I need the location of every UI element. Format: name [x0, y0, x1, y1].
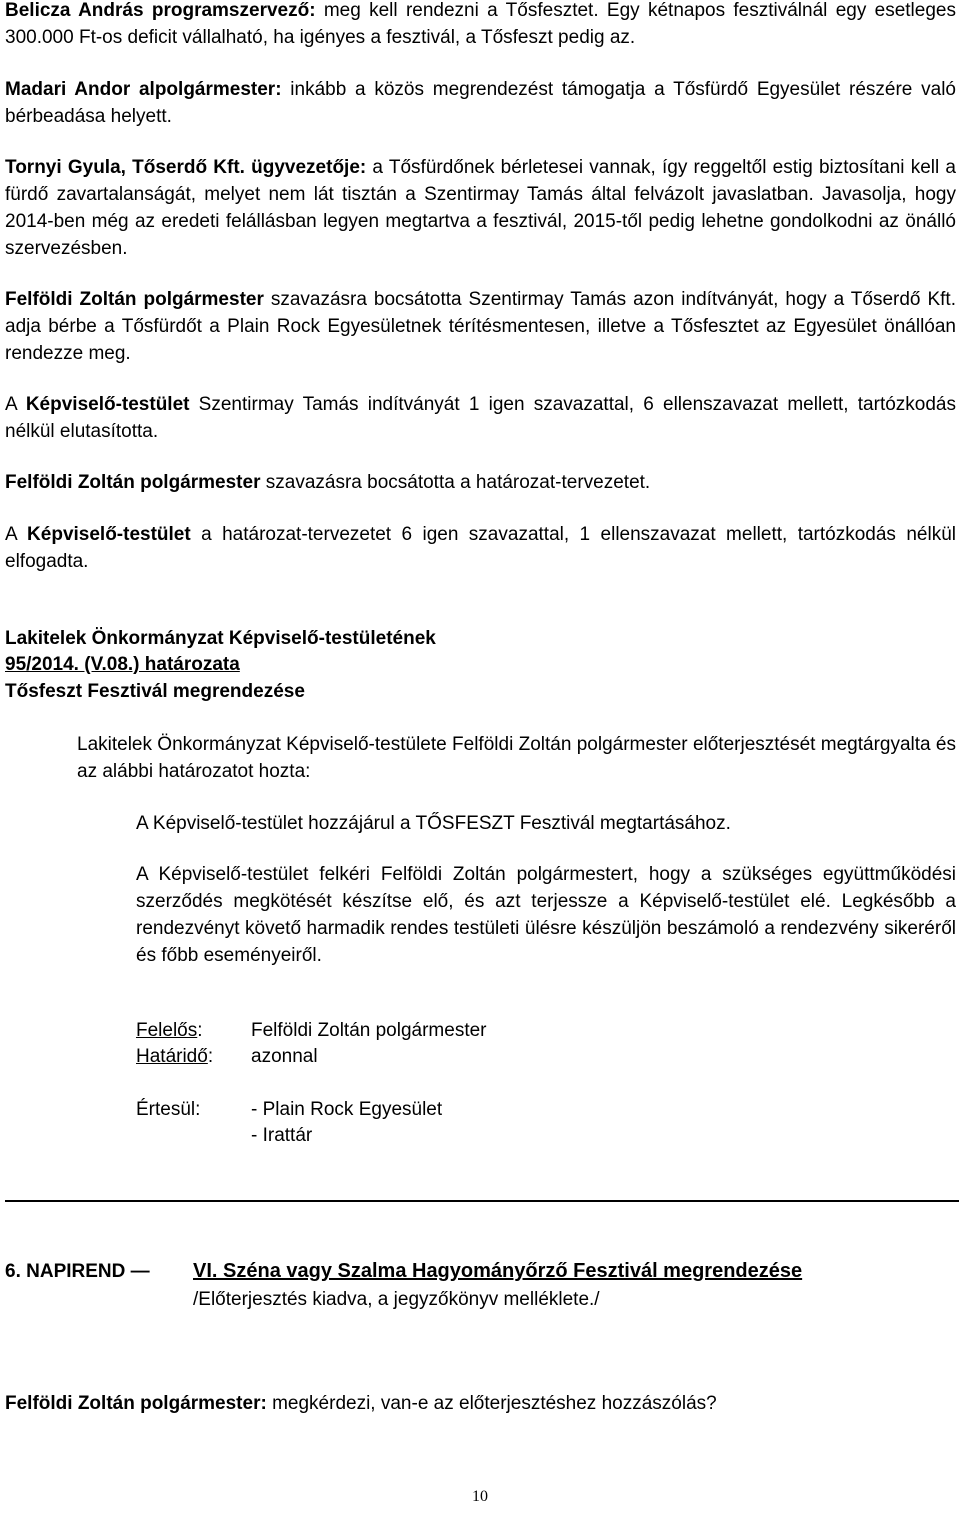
resolution-number: 95/2014. (V.08.) határozata — [5, 654, 240, 675]
paragraph-vote-motion — [5, 286, 956, 367]
paragraph-tornyi — [5, 154, 956, 262]
page-number: 10 — [472, 1488, 488, 1505]
paragraph-text: megkérdezi, van-e az előterjesztéshez hozzászólás? — [266, 1393, 717, 1414]
speaker-name: Madari Andor alpolgármester: — [5, 79, 282, 100]
paragraph-text: meg kell rendezni a Tősfesztet. Egy kétnapos fesztiválnál egy esetleges 300.000 Ft-os deficit vállalható, ha igényes a fesztivál, a Tősfeszt pedig az. — [5, 0, 956, 48]
deadline-value: azonnal — [251, 1046, 318, 1067]
notify-item: - Irattár — [251, 1125, 313, 1146]
paragraph-text: szavazásra bocsátotta Szentirmay Tamás azon indítványát, hogy a Tőserdő Kft. adja bérbe a Tősfürdőt a Plain Rock Egyesületnek térítésmentesen, illetve a Tősfesztet az Egyesület önállóan rendezze meg. — [5, 289, 956, 364]
responsible-label: Felelős: — [136, 1020, 203, 1041]
notify-item: - Plain Rock Egyesület — [251, 1099, 443, 1120]
speaker-name: Tornyi Gyula, Tőserdő Kft. ügyvezetője: — [5, 157, 367, 178]
speaker-name: Felföldi Zoltán polgármester: — [5, 1393, 267, 1414]
paragraph-text: a Tősfürdőnek bérletesei vannak, így reggeltől estig biztosítani kell a fürdő zavartalanságát, melyet nem lát tisztán a Szentirmay Tamás által felvázolt javaslatban. Javasolja, hogy 2014-ben még az eredeti felállásban legyen megtartva a fesztivál, 2015-től pedig lehetne gondolkodni az önálló szervezésben. — [5, 157, 957, 259]
speaker-name: Belicza András programszervező: — [5, 0, 316, 21]
paragraph-motion-rejected: A Képviselő-testület Szentirmay Tamás indítványát 1 igen szavazattal, 6 ellenszavazat mellett, tartózkodás nélkül elutasította. — [5, 394, 956, 442]
paragraph-text: Szentirmay Tamás indítványát 1 igen szavazattal, 6 ellenszavazat mellett, tartózkodás nélkül elutasította. — [5, 394, 956, 442]
deadline-label: Határidő: — [136, 1046, 214, 1067]
agenda-subtitle: /Előterjesztés kiadva, a jegyzőkönyv melléklete./ — [193, 1289, 600, 1310]
resolution-point-1: A Képviselő-testület hozzájárul a TŐSFESZT Fesztivál megtartásához. — [136, 813, 731, 834]
paragraph-closing — [5, 1390, 956, 1417]
paragraph-belicza — [5, 0, 956, 51]
agenda-title: VI. Széna vagy Szalma Hagyományőrző Fesztivál megrendezése — [193, 1260, 803, 1282]
notify-label: Értesül: — [136, 1099, 201, 1120]
paragraph-vote-draft — [5, 469, 956, 496]
section-divider — [5, 1200, 959, 1202]
resolution-point-2: A Képviselő-testület felkéri Felföldi Zoltán polgármestert, hogy a szükséges együttműködési szerződés megkötését készítse elő, és azt terjessze a Képviselő-testület elé. Legkésőbb a rendezvényt követő harmadik rendes testületi ülésre készüljön beszámoló a rendezvény sikeréről és főbb eseményeiről. — [136, 864, 956, 966]
speaker-name: Felföldi Zoltán polgármester — [5, 289, 264, 310]
responsible-value: Felföldi Zoltán polgármester — [251, 1020, 487, 1041]
agenda-number: 6. NAPIREND — — [5, 1261, 150, 1282]
speaker-name: Felföldi Zoltán polgármester — [5, 472, 261, 493]
paragraph-madari — [5, 76, 956, 130]
body-name: Képviselő-testület — [27, 524, 191, 545]
body-name: Képviselő-testület — [25, 394, 190, 415]
paragraph-text: inkább a közös megrendezést támogatja a Tősfürdő Egyesület részére való bérbeadása helyett. — [5, 79, 956, 127]
paragraph-text: szavazásra bocsátotta a határozat-tervezetet. — [260, 472, 651, 493]
paragraph-text: a határozat-tervezetet 6 igen szavazattal, 1 ellenszavazat mellett, tartózkodás nélkül elfogadta. — [5, 524, 956, 572]
resolution-heading: Lakitelek Önkormányzat Képviselő-testületének — [5, 628, 436, 649]
resolution-intro: Lakitelek Önkormányzat Képviselő-testülete Felföldi Zoltán polgármester előterjesztését megtárgyalta és az alábbi határozatot hozta: — [77, 734, 956, 782]
resolution-title: Tősfeszt Fesztivál megrendezése — [5, 681, 305, 702]
paragraph-draft-accepted: A Képviselő-testület a határozat-tervezetet 6 igen szavazattal, 1 ellenszavazat mellett, tartózkodás nélkül elfogadta. — [5, 524, 956, 572]
